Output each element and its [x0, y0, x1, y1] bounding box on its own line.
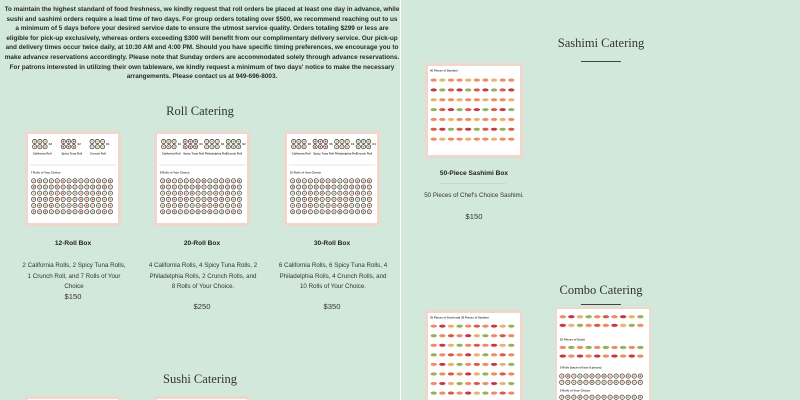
product-description: 4 California Rolls, 4 Spicy Tuna Rolls, 2 Philadelphia Rolls, 2 Crunch Rolls, and 8 Rolls of Your Choice.: [148, 262, 258, 290]
combo-image-b: [557, 309, 649, 400]
roll-label: California Roll: [32, 151, 52, 156]
roll-label: California Roll: [291, 151, 311, 156]
product-name[interactable]: 20-Roll Box: [183, 240, 221, 247]
image-caption: 25 Pieces of Sushi and 30 Pieces of Sashimi: [429, 315, 489, 320]
product-description: 6 California Rolls, 6 Spicy Tuna Rolls, 4 Philadelphia Rolls, 4 Crunch Rolls, and 10 Rolls of Your Choice.: [278, 262, 388, 290]
roll-catering-heading: Roll Catering: [166, 104, 234, 118]
roll-label: Spicy Tuna Roll: [61, 151, 83, 156]
roll-label: Spicy Tuna Roll: [313, 151, 335, 156]
roll-label: Philadelphia Roll: [334, 151, 358, 156]
roll-count: X2: [242, 142, 246, 147]
roll-count: X4: [177, 142, 182, 147]
product-description: 2 California Rolls, 2 Spicy Tuna Rolls, 1 Crunch Roll, and 7 Rolls of Your Choice: [22, 262, 126, 290]
product-image-sashimi-box[interactable]: [425, 63, 523, 158]
image-caption: 50 Pieces of Sashimi: [429, 68, 458, 73]
roll-count: X2: [77, 142, 81, 147]
product-price: $150: [64, 292, 82, 301]
product-image-30-roll-box[interactable]: [284, 131, 380, 226]
roll-box-image: [28, 134, 118, 223]
roll-label: Crunch Roll: [90, 151, 107, 156]
roll-box-image: [287, 134, 377, 223]
ordering-notice: To maintain the highest standard of food freshness, we kindly request that roll orders be placed at least one day in advance, while sushi and sashimi orders require a lead time of two days. For group orders totaling over $500, we recommend reaching out to us a minimum of 5 days before your desired service date to ensure the utmost service quality. Orders totaling $299 or less are eligible for pick-up exclusively, whereas orders exceeding $300 will benefit from our complimentary delivery service. Our pick-up and delivery times occur twice daily, at 10:30 AM and 4:00 PM. Should you have specific timing preferences, we encourage you to make advance reservations accordingly. Please note that Sunday orders are accommodated solely through advance reservations. For patrons interested in utilizing their own tableware, we kindly request a minimum of two days' notice to make the necessary arrangements. Please contact us at 949-696-8003.: [4, 6, 400, 81]
roll-count: X4: [372, 142, 376, 147]
roll-label: California Roll: [161, 151, 181, 156]
product-price: $150: [465, 212, 483, 221]
roll-label: Philadelphia Roll: [204, 151, 228, 156]
combo-catering-heading: Combo Catering: [559, 283, 643, 297]
roll-count: X4: [350, 142, 355, 147]
heading-underline: [581, 304, 621, 305]
sashimi-catering-heading: Sashimi Catering: [557, 36, 645, 50]
sashimi-box-image: [428, 66, 520, 155]
image-caption: 5 Rolls of Your Choice: [559, 388, 591, 393]
roll-count: X6: [329, 142, 333, 147]
roll-label: Spicy Tuna Roll: [183, 151, 205, 156]
roll-count: X2: [48, 142, 53, 147]
sushi-catering-heading: Sushi Catering: [163, 372, 237, 386]
heading-underline: [581, 61, 621, 62]
choice-label: 10 Rolls of Your Choice: [289, 170, 321, 175]
product-name[interactable]: 12-Roll Box: [54, 240, 92, 247]
image-caption: 5 Rolls (each roll has 8 pieces): [559, 365, 602, 370]
combo-image-a: [428, 313, 520, 400]
product-image-20-roll-box[interactable]: [154, 131, 250, 226]
product-divider: [440, 183, 506, 184]
roll-label: Crunch Roll: [356, 151, 373, 156]
product-price: $250: [193, 302, 211, 311]
right-column: [401, 0, 800, 400]
product-description: 50 Pieces of Chef's Choice Sashimi.: [424, 192, 524, 199]
roll-box-image: [157, 134, 247, 223]
sushi-product-image[interactable]: [25, 396, 121, 400]
product-price: $350: [323, 302, 341, 311]
roll-label: Crunch Roll: [226, 151, 243, 156]
choice-label: 8 Rolls of Your Choice: [159, 170, 190, 175]
roll-count: X2: [220, 142, 225, 147]
choice-label: 7 Rolls of Your Choice: [30, 170, 61, 175]
roll-count: X1: [106, 142, 110, 147]
sushi-product-image[interactable]: [154, 396, 250, 400]
roll-count: X6: [307, 142, 312, 147]
combo-product-image[interactable]: [425, 310, 523, 400]
combo-product-image[interactable]: [555, 307, 651, 400]
product-image-12-roll-box[interactable]: [25, 131, 121, 226]
product-name[interactable]: 30-Roll Box: [313, 240, 351, 247]
product-name[interactable]: 50-Piece Sashimi Box: [439, 170, 509, 177]
image-caption: 25 Pieces of Sushi: [559, 337, 585, 342]
roll-count: X4: [199, 142, 203, 147]
